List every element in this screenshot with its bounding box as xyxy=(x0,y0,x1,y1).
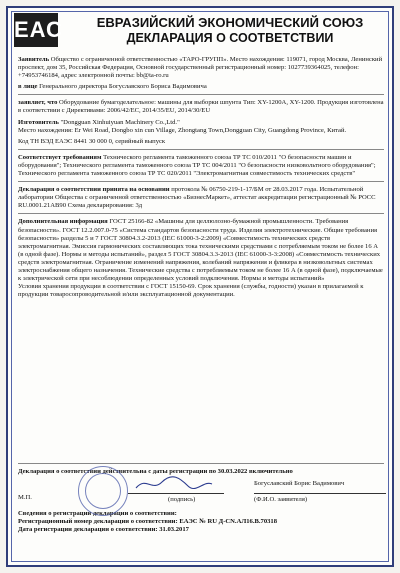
header xyxy=(14,13,386,53)
manufacturer-label: Изготовитель xyxy=(18,118,59,126)
name-underline xyxy=(254,493,386,494)
stamp-place-label: М.П. xyxy=(18,494,32,502)
seal-stamp xyxy=(78,466,128,516)
basis-text: протокола № 06750-219-1-17/БМ от 28.03.2017 года. Испытательной лаборатории Общества с ограниченной ответственностью «БизнесМаркет», аттестат аккредитации регистрационный № РОСС RU.0001.21АВ90 Схема декларирования: 3д xyxy=(18,186,376,210)
applicant-text: Общество с ограниченной ответственностью «ТАРО-ГРУПП». Место нахождения: 119071, город Москва, Ленинский проспект, дом 35, Российская Федерация, Основной государственный регистрационный номер: 1027739364025, телефон: +74953746184, адрес электронной почты: bb@ta-ro.ru xyxy=(18,56,383,80)
representative-label: в лице xyxy=(18,83,38,91)
declaration-sheet xyxy=(6,6,394,567)
basis-block xyxy=(18,186,384,210)
divider xyxy=(18,94,384,95)
reg-date-label: Дата регистрации декларации о соответствии: xyxy=(18,526,158,534)
reg-number-label: Регистрационный номер декларации о соответствии: xyxy=(18,518,178,526)
divider xyxy=(18,213,384,214)
compliance-label: Соответствует требованиям xyxy=(18,153,102,161)
eac-logo: ЕАС xyxy=(14,13,58,47)
validity-label: Декларация о соответствии действительна с даты регистрации по xyxy=(18,468,217,475)
divider xyxy=(18,463,384,464)
declares-block xyxy=(18,99,384,115)
declaration-body xyxy=(18,56,384,302)
signature-area xyxy=(18,480,384,510)
additional-info-text: ГОСТ 25166-82 «Машины для целлюлозно-бумажной промышленности. Требования безопасности». ГОСТ 12.2.007.0-75 «Система стандартов безопасности труда. Изделия электротехнические. Общие требования безопасности» разделы 5 и 7 ГОСТ 30804.3.2-2013 (IEC 61000-3-2:2009) «Совместимость технических средств электромагнитная. Эмиссия гармонических составляющих тока техническими средствами с потребляемым током не более 16 А (в одной фазе). Нормы и методы испытаний», раздел 5 ГОСТ 30804.3.3-2013 (IEC 61000-3-3:2008) «Совместимость технических средств электромагнитная. Ограничение изменений напряжения, колебаний напряжения и фликера в низковольтных системах электроснабжения общего назначения. Технические средства с потребляемым током не более 16 А (в одной фазе), подключаемые к электрической сети при несоблюдении определенных условий подключения. Нормы и методы испытаний» xyxy=(18,218,383,283)
storage-conditions: Условия хранения продукции в соответствии с ГОСТ 15150-69. Срок хранения (службы, годности) указан в прилагаемой к продукции товаросопроводительной и/или эксплуатационной документации. xyxy=(18,283,364,299)
reg-number: ЕАЭС № RU Д-CN.АЛ16.В.70318 xyxy=(179,518,278,526)
validity-date: 30.03.2022 включительно xyxy=(217,468,293,475)
manufacturer-address: Место нахождения: Er Wei Road, Dongbo xin cun Village, Zhongtang Town,Dongguan City, Guangdong Province, Китай. xyxy=(18,126,347,134)
declares-label: заявляет, что xyxy=(18,99,58,107)
divider xyxy=(18,181,384,182)
additional-info-label: Дополнительная информация xyxy=(18,218,108,226)
registration-label: Сведения о регистрации декларации о соответствии: xyxy=(18,510,177,518)
applicant-block xyxy=(18,56,384,80)
reg-date: 31.03.2017 xyxy=(159,526,189,534)
representative-block xyxy=(18,83,384,91)
applicant-label: Заявитель xyxy=(18,56,50,63)
compliance-block xyxy=(18,154,384,178)
additional-info-block xyxy=(18,218,384,299)
representative-text: Генерального директора Богуславского Бориса Вадимовича xyxy=(39,83,207,91)
applicant-name: Богуславский Борис Вадимович xyxy=(254,480,345,488)
tnved-code: Код ТН ВЭД ЕАЭС 8441 30 000 0, серийный выпуск xyxy=(18,137,166,145)
declaration-title: ДЕКЛАРАЦИЯ О СООТВЕТСТВИИ xyxy=(126,31,334,45)
compliance-text: Технического регламента таможенного союза ТР ТС 010/2011 "О безопасности машин и оборудования"; Технического регламента таможенного союза ТР ТС 004/2011 "О безопасности низковольтного оборудования"; Технического регламента таможенного союза ТР ТС 020/2011 "Электромагнитная совместимость технических средств" xyxy=(18,153,376,178)
declares-text: Оборудование бумагоделательное: машины для выборки шпунта Тип: XY-1200A, XY-1200. Продукция изготовлена в соответствии с Директивами: 2006/42/EC, 2014/35/EU, 2014/30/EU xyxy=(18,99,384,115)
manufacturer-name: "Dongguan Xinhuiyuan Machinery Co.,Ltd." xyxy=(60,118,180,126)
basis-label: Декларация о соответствии принята на основании xyxy=(18,186,170,194)
name-caption: (Ф.И.О. заявителя) xyxy=(254,496,308,504)
signature-underline xyxy=(128,493,224,494)
manufacturer-block xyxy=(18,119,384,135)
union-title: ЕВРАЗИЙСКИЙ ЭКОНОМИЧЕСКИЙ СОЮЗ xyxy=(96,15,364,30)
signature-scribble xyxy=(128,480,218,492)
divider xyxy=(18,149,384,150)
registration-block xyxy=(18,510,384,534)
declaration-footer xyxy=(18,460,384,537)
signature-caption: (подпись) xyxy=(168,496,196,504)
